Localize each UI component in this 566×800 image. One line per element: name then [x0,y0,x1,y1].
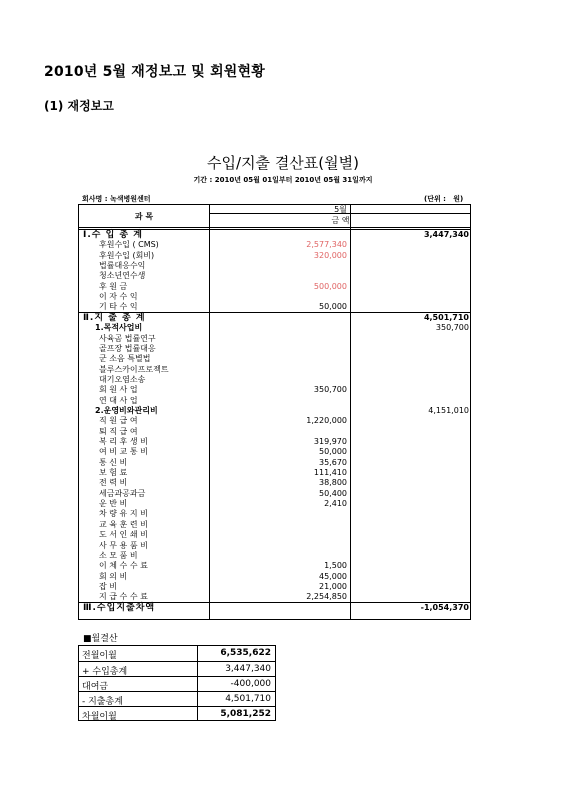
column-divider [209,205,210,619]
row-label: 지 급 수 수 료 [99,592,148,602]
summary-label: 차월이월 [82,712,117,722]
amount-cell: 50,400 [319,488,347,498]
row-label: 교 육 훈 련 비 [99,519,148,529]
amount-cell: 2,254,850 [306,592,347,602]
row-label: 도 서 인 쇄 비 [99,530,148,540]
row-label: 퇴 직 급 여 [99,426,138,436]
row-label: 전 력 비 [99,478,128,488]
summary-value: 5,081,252 [220,709,271,719]
row-label: 청소년연수생 [99,271,146,281]
total-cell: 350,700 [435,323,469,333]
total-cell: -1,054,370 [420,602,469,612]
section-rule [79,602,470,603]
row-label: 군 소음 특별법 [99,354,151,364]
section-title: (1) 재정보고 [44,99,114,113]
subject-header: 과 목 [134,212,154,221]
summary-row [79,661,275,677]
row-label: 후원수입 (회비) [99,250,155,260]
section-rule [79,312,470,313]
amount-cell: 2,577,340 [306,240,347,250]
row-label: 후원수입 ( CMS) [99,240,159,250]
row-label: 골프장 법률대응 [99,343,156,353]
income-expense-table [78,204,471,620]
row-label: 회 원 사 업 [99,385,138,395]
summary-value: 6,535,622 [220,648,271,658]
row-label: 법률대응수익 [99,261,146,271]
row-label: 운 반 비 [99,499,128,509]
summary-value: 4,501,710 [225,694,271,704]
row-label: Ⅲ.수입지출차액 [83,602,156,613]
period-text: 기간 : 2010년 05월 01일부터 2010년 05월 31일까지 [193,176,373,184]
summary-value: -400,000 [230,679,271,689]
document-title: 2010년 5월 재정보고 및 회원현황 [44,64,265,80]
row-label: 여 비 교 통 비 [99,447,148,457]
summary-row [79,646,275,661]
row-label: 복 리 후 생 비 [99,437,148,446]
row-label: 사 무 용 품 비 [99,540,148,550]
summary-label: 대여금 [82,682,109,692]
table-title: 수입/지출 결산표(월별) [207,154,359,172]
summary-label: + 수입총계 [82,667,128,677]
amount-cell: 2,410 [324,499,347,509]
row-label: 연 대 사 업 [99,395,138,405]
row-label: 후 원 금 [99,281,128,291]
amount-cell: 50,000 [319,447,347,457]
row-label: 소 모 품 비 [99,550,138,560]
row-label: 통 신 비 [99,457,128,467]
row-label: 1.목적사업비 [95,323,143,333]
month-header: 5월 [334,205,347,214]
row-label: 이 자 수 익 [99,292,138,302]
row-label: 이 체 수 수 료 [99,561,148,571]
amount-cell: 1,220,000 [306,416,347,426]
monthly-summary-label: ■월결산 [83,634,118,644]
row-label: 기 타 수 익 [99,302,138,312]
row-label: 회 의 비 [99,571,128,581]
amount-cell: 111,410 [313,468,347,478]
amount-cell: 500,000 [313,281,347,291]
amount-cell: 319,970 [313,437,347,446]
amount-cell: 320,000 [313,250,347,260]
row-label: 2.운영비와관리비 [95,405,158,415]
total-cell: 3,447,340 [423,230,469,239]
company-name: 회사명 : 녹색병원센터 [82,195,151,203]
summary-row [79,691,275,707]
unit-label: (단위 : 원) [424,195,464,203]
row-label: 보 험 료 [99,468,128,478]
row-label: 세금과공과금 [99,488,146,498]
row-label: 블루스카이프로젝트 [99,364,169,374]
row-label: 사육곰 법률연구 [99,333,156,343]
amount-cell: 35,670 [319,457,347,467]
amount-cell: 21,000 [319,581,347,591]
section-rule [79,229,470,230]
summary-row [79,676,275,692]
total-cell: 4,151,010 [428,405,469,415]
row-label: Ⅱ.지 출 총 계 [83,312,146,323]
amount-cell: 50,000 [319,302,347,312]
summary-row [79,706,275,722]
row-label: 차 량 유 지 비 [99,509,148,519]
row-label: 잡 비 [99,581,117,591]
row-label: 직 원 급 여 [99,416,138,426]
total-cell: 4,501,710 [423,312,469,322]
row-label: Ⅰ.수 입 총 계 [83,230,143,240]
summary-value: 3,447,340 [225,664,271,674]
monthly-summary-table [78,645,276,721]
amount-cell: 350,700 [313,385,347,395]
amount-header: 금 액 [331,216,350,225]
amount-cell: 38,800 [319,478,347,488]
amount-cell: 45,000 [319,571,347,581]
summary-column-divider [197,646,198,720]
amount-cell: 1,500 [324,561,347,571]
summary-label: - 지출총계 [82,697,123,707]
row-label: 대기오염소송 [99,374,146,384]
summary-label: 전월이월 [82,651,117,661]
